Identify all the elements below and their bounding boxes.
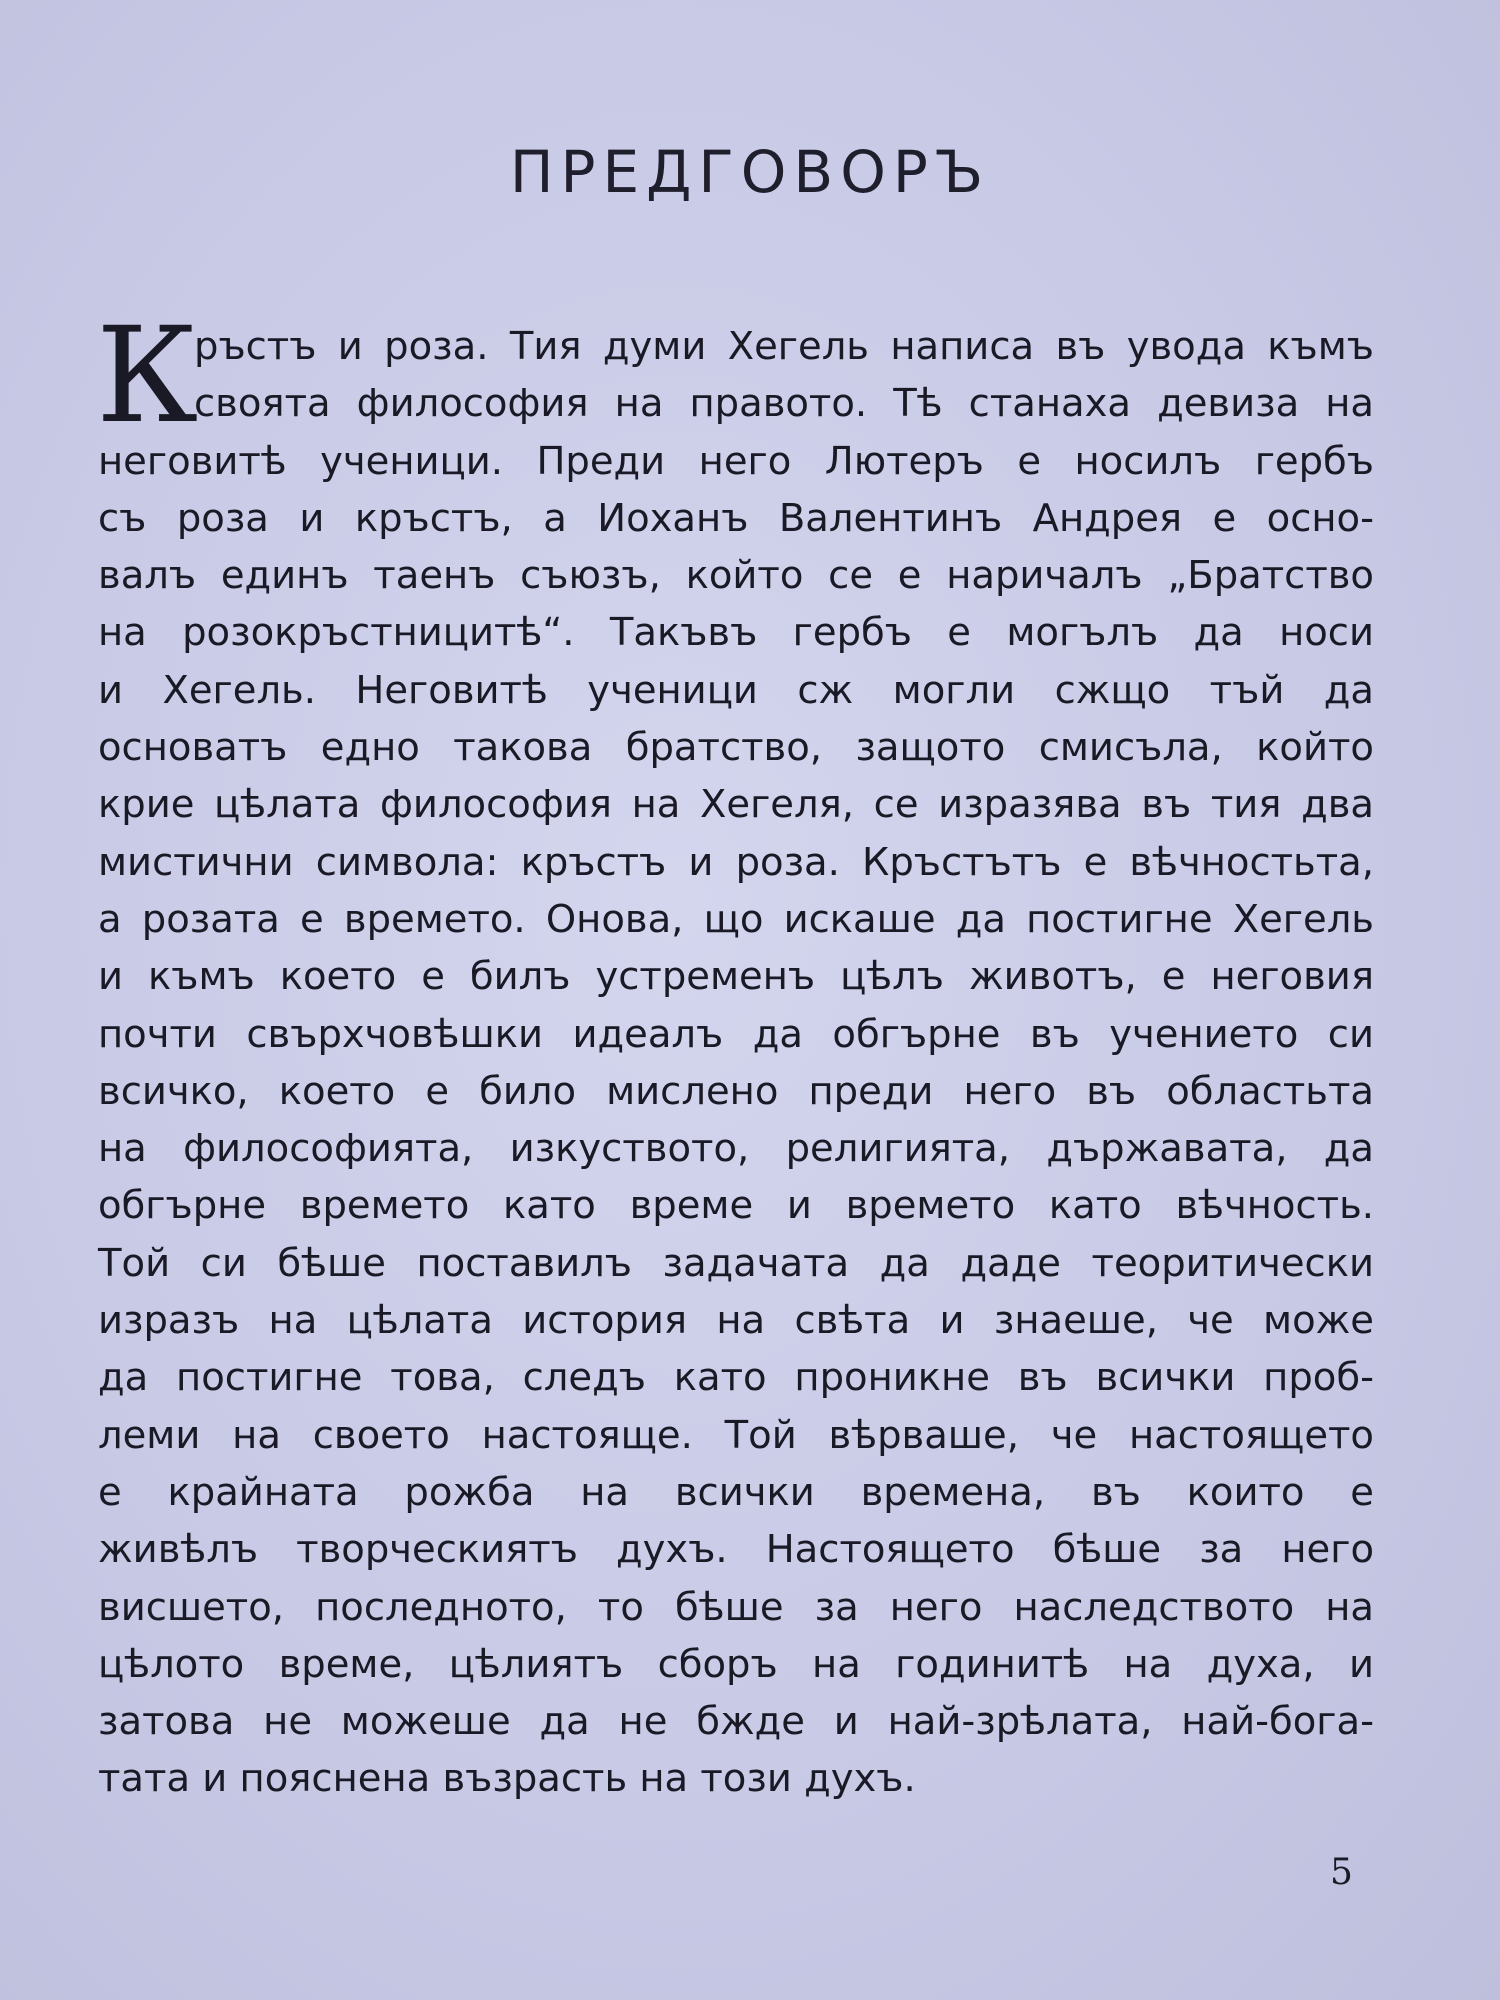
- drop-cap: К: [96, 299, 199, 453]
- text-line-5: валъ единъ таенъ съюзъ, който се е наричалъ „Братство: [98, 553, 1374, 599]
- page-number: 5: [1330, 1852, 1353, 1893]
- text-line-3: неговитѣ ученици. Преди него Лютеръ е носилъ гербъ: [98, 438, 1374, 484]
- text-line-26: тата и пояснена възрасть на този духъ.: [98, 1756, 916, 1802]
- text-line-19: да постигне това, следъ като проникне въ всички проб-: [98, 1355, 1374, 1401]
- text-line-24: цѣлото време, цѣлиятъ сборъ на годинитѣ на духа, и: [98, 1641, 1374, 1687]
- text-line-7: и Хегель. Неговитѣ ученици сж могли сжщо тъй да: [98, 667, 1374, 713]
- text-line-8: основатъ едно такова братство, защото смисъла, който: [98, 725, 1374, 771]
- text-line-11: а розата е времето. Онова, що искаше да постигне Хегель: [98, 896, 1374, 942]
- text-line-10: мистични символа: кръстъ и роза. Кръстътъ е вѣчностьта,: [98, 839, 1374, 885]
- text-line-18: изразъ на цѣлата история на свѣта и знаеше, че може: [98, 1298, 1374, 1344]
- text-line-12: и къмъ което е билъ устременъ цѣлъ животъ, е неговия: [98, 954, 1374, 1000]
- text-line-14: всичко, което е било мислено преди него въ областьта: [98, 1068, 1374, 1114]
- preface-text: [96, 299, 1374, 1808]
- text-line-9: крие цѣлата философия на Хегеля, се изразява въ тия два: [98, 782, 1374, 828]
- text-line-17: Той си бѣше поставилъ задачата да даде теоритически: [98, 1240, 1374, 1286]
- text-line-4: съ роза и кръстъ, а Иоханъ Валентинъ Андрея е осно-: [98, 495, 1374, 541]
- text-line-21: е крайната рожба на всички времена, въ които е: [98, 1469, 1374, 1515]
- text-line-1: ръстъ и роза. Тия думи Хегель написа въ увода къмъ: [194, 324, 1374, 369]
- text-line-23: висшето, последното, то бѣше за него наследството на: [98, 1584, 1374, 1630]
- text-line-15: на философията, изкуството, религията, държавата, да: [98, 1126, 1374, 1172]
- text-line-20: леми на своето настояще. Той вѣрваше, че настоящето: [98, 1412, 1374, 1458]
- text-line-6: на розокръстницитѣ“. Такъвъ гербъ е могълъ да носи: [98, 610, 1374, 656]
- text-line-22: живѣлъ творческиятъ духъ. Настоящето бѣше за него: [98, 1527, 1374, 1573]
- page-title: ПРЕДГОВОРЪ: [509, 138, 991, 206]
- text-line-13: почти свърхчовѣшки идеалъ да обгърне въ учението си: [98, 1011, 1374, 1057]
- text-line-25: затова не можеше да не бжде и най-зрѣлата, най-бога-: [98, 1699, 1374, 1745]
- text-line-2: своята философия на правото. Тѣ станаха девиза на: [194, 381, 1374, 427]
- text-line-16: обгърне времето като време и времето като вѣчность.: [98, 1183, 1374, 1229]
